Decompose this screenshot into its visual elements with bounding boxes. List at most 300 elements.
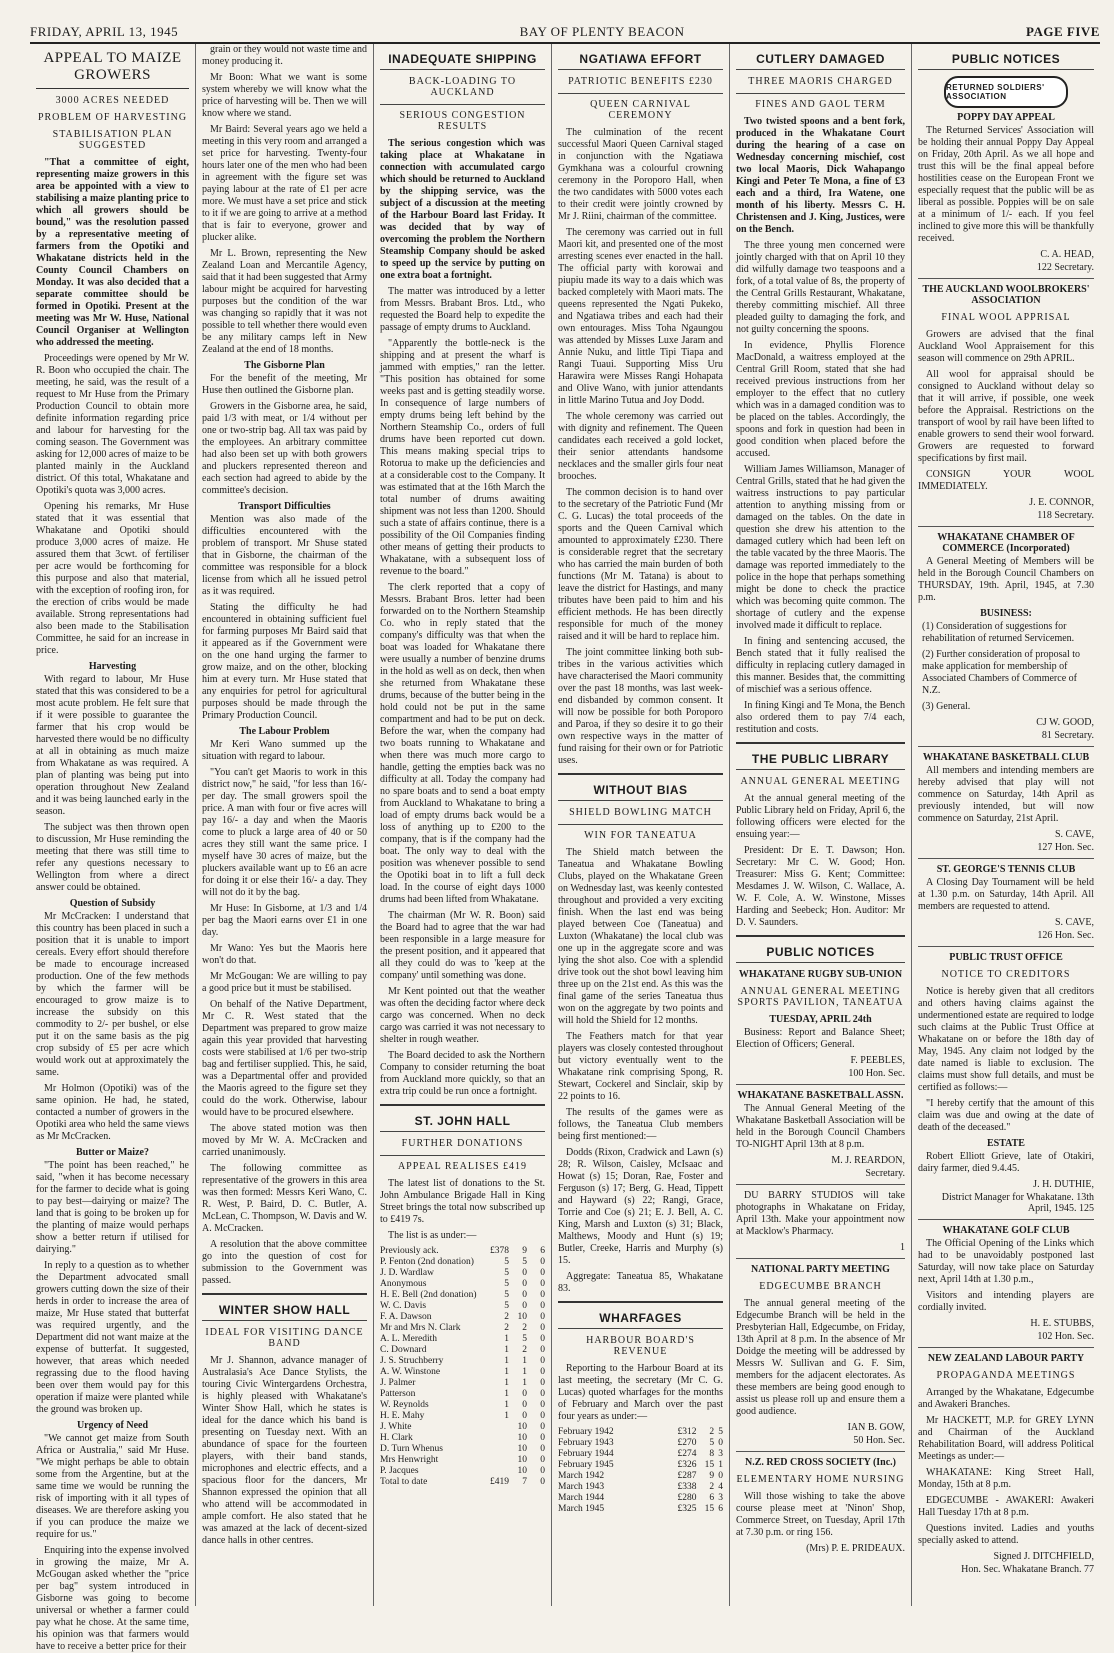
wharfage-month: February 1942	[558, 1427, 614, 1437]
wharfage-row	[558, 1493, 723, 1504]
stjohn-paragraph: The list is as under:—	[388, 1230, 477, 1241]
ngatiawa-paragraph: The joint committee linking both sub-tribes in the various activities which have characterised the Maori community over the past 18 months, was last week-end disbanded by common consent. It will now be possible for both Poroporo and Paroa, if they so desire it to go their own respective ways in the matter of fund raising for their own or for Patriotic uses.	[558, 647, 723, 766]
tennis-club-signature-role: 126 Hon. Sec.	[1037, 930, 1094, 941]
wharfage-amount: 1	[718, 1460, 723, 1470]
national-party-notice-sub: EDGECUMBE BRANCH	[759, 1281, 882, 1292]
shipping-lead: The serious congestion which was taking place at Whakatane in connection with accumulated cargo which should be returned to Auckland by the shipping service, was the subject of a discussion at the meeting of the Harbour Board last Friday. It was decided that by way of overcoming the problem the Northern Steamship Company should be asked to speed up the service by putting on one extra boat a fortnight.	[380, 138, 545, 281]
donations-table	[380, 1246, 545, 1488]
chamber-commerce-title: WHAKATANE CHAMBER OF COMMERCE (Incorporated)	[937, 532, 1075, 554]
donation-amount: 2	[504, 1312, 509, 1322]
basketball-club-signature-role: 127 Hon. Sec.	[1037, 842, 1094, 853]
donation-amount	[490, 1422, 509, 1433]
wharfages-subhead: HARBOUR BOARD'S REVENUE	[586, 1335, 695, 1357]
basketball-club-body: All members and intending members are hereby advised that play will not commence on Saturday, 14th April as previously intended, but will now commence on Saturday, 21st April.	[918, 765, 1094, 824]
donation-amount: 0	[540, 1268, 545, 1278]
masthead-date: FRIDAY, APRIL 13, 1945	[30, 24, 179, 39]
dubarry-notice-number: 1	[900, 1242, 905, 1253]
donation-amount: £419	[490, 1477, 509, 1487]
masthead	[30, 18, 1100, 44]
wharfage-amount: £338	[677, 1482, 697, 1492]
donation-amount: 1	[504, 1345, 509, 1355]
rsa-badge-text: RETURNED SOLDIERS' ASSOCIATION	[946, 83, 1045, 101]
basketball-assn-signature: M. J. REARDON,	[831, 1155, 905, 1166]
maize-paragraph: For the benefit of the meeting, Mr Huse then outlined the Gisborne plan.	[202, 373, 367, 396]
maize-section-head: Question of Subsidy	[69, 898, 156, 909]
rugby-notice-title: WHAKATANE RUGBY SUB-UNION	[738, 969, 903, 980]
donation-row	[380, 1268, 545, 1279]
cutlery-paragraph: In fining and sentencing accused, the Bench stated that it fully realised the difficulty in replacing cutlery damaged in this manner. Besides that, the committing of mischief was a serious offence.	[736, 636, 905, 695]
maize-paragraph: With regard to labour, Mr Huse stated that this was considered to be a most acute problem. He felt sure that if it were possible to guarantee the farmer that his crop would be harvested there would be no difficulty at all in obtaining as much maize from Whakatane as was required. A plan of planting was being put into operation throughout New Zealand and it was being launched early in the season.	[36, 674, 189, 817]
winter-show-headline: WINTER SHOW HALL	[202, 1303, 367, 1321]
maize-paragraph: Stating the difficulty he had encountered in obtaining sufficient fuel for farming purposes Mr Baird said that it appeared as if the Government were on the one hand urging the farmer to grow maize, and on the other, blocking him at every turn. Mr Huse stated that any enquiries for petrol for agricultural purposes should be made through the Primary Production Council.	[202, 602, 367, 721]
library-headline: THE PUBLIC LIBRARY	[736, 752, 905, 770]
donation-amount: 0	[540, 1477, 545, 1487]
maize-section-head: Butter or Maize?	[76, 1147, 149, 1158]
labour-party-body: WHAKATANE: King Street Hall, Monday, 15th at 8 p.m.	[918, 1467, 1094, 1490]
donation-amount: 0	[522, 1400, 527, 1410]
wharfage-amount: £274	[677, 1449, 697, 1459]
maize-subhead: STABILISATION PLAN SUGGESTED	[52, 129, 173, 151]
maize-paragraph: Mr Keri Wano summed up the situation with regard to labour.	[202, 739, 367, 762]
wharfage-amount: 6	[718, 1504, 723, 1514]
winter-show-paragraph: Mr J. Shannon, advance manager of Australasia's Ace Dance Stylists, the touring Civic Wintergardens Orchestra, is highly pleased with Whakatane's Winter Show Hall, which he states is ideal for the dance which his band is presenting on Tuesday next. With an abundance of space for the fourteen players, with their band stands, microphones and electric effects, and a spacious floor for the dancers, Mr Shannon expressed the opinion that all who attend will be accommodated in ample comfort. He also stated that he was amazed at the lack of decent-sized dance halls in other centres.	[202, 1355, 367, 1546]
wharfage-row	[558, 1460, 723, 1471]
donation-amount: 0	[540, 1400, 545, 1410]
donor-name: J. S. Struchberry	[380, 1356, 444, 1366]
cutlery-headline: CUTLERY DAMAGED	[736, 52, 905, 70]
cutlery-subhead: FINES AND GAOL TERM	[736, 93, 905, 110]
donation-amount: 5	[522, 1257, 527, 1267]
donation-row	[380, 1466, 545, 1477]
ngatiawa-subhead: QUEEN CARNIVAL CEREMONY	[558, 93, 723, 121]
red-cross-signature: (Mrs) P. E. PRIDEAUX.	[806, 1543, 905, 1554]
maize-paragraph: The above stated motion was then moved by Mr W. A. McCracken and carried unanimously.	[202, 1123, 367, 1158]
donation-amount: 0	[540, 1389, 545, 1399]
maize-paragraph: Mention was also made of the difficulties encountered with the problem of transport. Mr Shuse stated that in Gisborne, the chairman of the committee was responsible for a block license from which all he issued petrol as it was required.	[202, 514, 367, 597]
rugby-notice-body: Business: Report and Balance Sheet; Election of Officers; General.	[736, 1027, 905, 1050]
donation-amount: 0	[540, 1433, 545, 1443]
labour-party-body: Questions invited. Ladies and youths specially asked to attend.	[918, 1523, 1094, 1546]
woolbrokers-body: Growers are advised that the final Auckland Wool Appraisement for this season will commence on 29th APRIL.	[918, 329, 1094, 364]
bowling-paragraph: The Feathers match for that year players was closely contested throughout but victory eventually went to the Whakatane rink comprising Spong, R. Stewart, Cockerel and Sinclair, skip by 22 points to 16.	[558, 1031, 723, 1102]
golf-club-signature: H. E. STUBBS,	[1030, 1318, 1094, 1329]
ngatiawa-paragraph: The ceremony was carried out in full Maori kit, and presented one of the most arresting scenes ever enacted in the hall. The official party with korowai and piupiu made its way to a dais which was backed completely with Maori mats. The queens represented the Ngati Pukeko, and Ngatiawa tribes and each had their own entourages. Miss Toha Ngaungou was attended by Misses Luxe Jaram and Annie Nuku, and little Tipi Tiapa and Rangi Tuaui. Supporting Miss Uru Harawira were Misses Rangi Hohapata and Olive Wano, with junior attendants in little Marino Tutua and Joy Dodd.	[558, 227, 723, 406]
public-trust-signature-role: District Manager for Whakatane. 13th April, 1945. 125	[941, 1192, 1094, 1214]
donation-row	[380, 1444, 545, 1455]
labour-party-sub: PROPAGANDA MEETINGS	[936, 1370, 1076, 1381]
donation-amount: 2	[522, 1345, 527, 1355]
wharfage-amount: £270	[677, 1438, 697, 1448]
donation-amount: 1	[522, 1367, 527, 1377]
stjohn-subhead: FURTHER DONATIONS	[401, 1138, 524, 1149]
maize-section-head: The Labour Problem	[239, 726, 330, 737]
donation-amount: 10	[517, 1455, 527, 1465]
red-cross-notice-body: Will those wishing to take the above course please meet at 'Ninon' Shop, Commerce Street, on Tuesday, April 17th at 7.30 p.m. or ring 156.	[736, 1491, 905, 1538]
ngatiawa-subhead: PATRIOTIC BENEFITS £230	[568, 76, 713, 87]
bowling-subhead: WIN FOR TANEATUA	[558, 824, 723, 841]
maize-paragraph: Opening his remarks, Mr Huse stated that it was essential that Whakatane and Opotiki should produce 3,000 acres of maize. He assured them that 3cwt. of fertiliser per acre would be forthcoming for this purpose and also that material, with the exception of roofing iron, for the erection of cribs would be made available. Strong representations had also been made to the Stabilisation Committee, he said for an increase in price.	[36, 501, 189, 656]
donor-name: J. D. Wardlaw	[380, 1268, 434, 1278]
basketball-club-signature: S. CAVE,	[1055, 829, 1094, 840]
maize-paragraph: Mr Boon: What we want is some system whereby we will know what the price of harvesting will be. Then we will know where we stand.	[202, 72, 367, 119]
donation-amount: 0	[522, 1279, 527, 1289]
donation-row	[380, 1455, 545, 1466]
ngatiawa-paragraph: The culmination of the recent successful Maori Queen Carnival staged in conjunction with the Ngatiawa Gymkhana was a colourful crowning ceremony in the Poroporo Hall, when the two candidates with 5000 votes each to their credit were jointly crowned by Mr J. Riini, chairman of the committee.	[558, 127, 723, 222]
library-paragraph: President: Dr E. T. Dawson; Hon. Secretary: Mr C. W. Good; Hon. Treasurer: Miss G. Kent; Committee: Mesdames J. W. Wilson, C. Wallace, A. W. F. Cole, A. W. Winstone, Misses Harding and Seebeck; Hon. Auditor: Mr D. V. Saunders.	[736, 845, 905, 928]
donation-amount: 1	[504, 1367, 509, 1377]
woolbrokers-body: CONSIGN YOUR WOOL IMMEDIATELY.	[918, 469, 1094, 492]
column-6	[912, 44, 1100, 1606]
shipping-subhead: SERIOUS CONGESTION RESULTS	[380, 104, 545, 132]
donation-amount: 10	[517, 1433, 527, 1443]
wharfage-row	[558, 1471, 723, 1482]
labour-party-signature-role: Hon. Sec. Whakatane Branch. 77	[961, 1564, 1094, 1575]
donation-amount: 5	[504, 1279, 509, 1289]
rugby-notice-date: TUESDAY, APRIL 24th	[769, 1014, 872, 1025]
donor-name: Patterson	[380, 1389, 416, 1399]
shipping-paragraph: The Board decided to ask the Northern Company to consider returning the boat from Auckland more quickly, so that an extra trip could be run once a fortnight.	[380, 1050, 545, 1097]
shipping-headline: INADEQUATE SHIPPING	[380, 52, 545, 70]
bowling-paragraph: The Shield match between the Taneatua and Whakatane Bowling Clubs, played on the Whakatane Green on Wednesday last, was keenly contested throughout and provided a very exciting finish. When the last end was being played between Coe (Taneatua) and Luxton (Whakatane) the local club was one up in the aggregate score and was lying the shot also. Coe with a splendid drive took out the shot bowl leaving him three up on the 21st end. As this was the final game of the series Taneatua thus won on the aggregate by two points and will hold the Shield for 12 months.	[558, 847, 723, 1026]
cutlery-lead: Two twisted spoons and a bent fork, produced in the Whakatane Court during the hearing of a case on Wednesday concerning mischief, cost two local Maoris, Dick Wahapango Kingi and Peter Te Mona, a fine of £3 each and a third, Ira Watene, one month of his liberty. Messrs C. H. Christensen and J. King, Justices, were on the Bench.	[736, 116, 905, 235]
golf-club-body: Visitors and intending players are cordially invited.	[918, 1290, 1094, 1313]
maize-paragraph: Mr L. Brown, representing the New Zealand Loan and Mercantile Agency, said that it had been suggested that Army labour might be acquired for harvesting purposes but the condition of the war was changing so rapidly that it was not possible to tell whether there would even be any military camps left in New Zealand at the end of 18 months.	[202, 248, 367, 355]
donor-name: C. Downard	[380, 1345, 427, 1355]
maize-paragraph: Proceedings were opened by Mr W. R. Boon who occupied the chair. The meeting, he said, was the result of a request to Mr Huse from the Primary Production Council to obtain more definite information regarding price and labour for harvesting for the coming season. The Government was asking for 12,000 acres of maize to be planted mainly in the Auckland district. Of this total, Whakatane and Opotiki's quota was 3,000 acres.	[36, 353, 189, 496]
donor-name: Mr and Mrs N. Clark	[380, 1323, 461, 1333]
maize-paragraph: "We cannot get maize from South Africa or Australia," said Mr Huse. "We might perhaps be able to obtain some from the Argentine, but at the same time we would be running the risk of importing with it all types of diseases. We are therefore asking you if you can produce the maize we require for us."	[36, 1433, 189, 1540]
donation-row	[380, 1301, 545, 1312]
donation-amount: 0	[540, 1367, 545, 1377]
donation-row	[380, 1378, 545, 1389]
woolbrokers-body: All wool for appraisal should be consigned to Auckland without delay so that it will arrive, if possible, one week before the Appraisal. Restrictions on the transport of wool by rail have been lifted to enable growers to send their wool forward. Growers are requested to forward specifications by first mail.	[918, 369, 1094, 464]
donor-name: A. W. Winstone	[380, 1367, 441, 1377]
donation-amount	[490, 1466, 509, 1477]
chamber-commerce-signature: CJ W. GOOD,	[1036, 717, 1094, 728]
donation-amount: 0	[540, 1356, 545, 1366]
national-party-signature-role: 50 Hon. Sec.	[853, 1435, 905, 1446]
basketball-assn-notice-title: WHAKATANE BASKETBALL ASSN.	[737, 1090, 904, 1101]
labour-party-body: Mr HACKETT, M.P. for GREY LYNN and Chairman of the Auckland Rehabilitation Board, will address Political Meetings as under:—	[918, 1415, 1094, 1462]
donor-name: J. White	[380, 1422, 412, 1432]
donation-amount: 10	[517, 1466, 527, 1476]
maize-paragraph: Mr Huse: In Gisborne, at 1/3 and 1/4 per bag the Maori earns over £1 in one day.	[202, 903, 367, 938]
donation-amount: 0	[540, 1378, 545, 1388]
cutlery-paragraph: In evidence, Phyllis Florence MacDonald, a waitress employed at the Central Grill Room, stated that she had received previous instructions from her employer to the effect that no cutlery which was in a damaged condition was to be placed on the tables. Accordingly, the spoons and fork in question had been in good condition when placed before the accused.	[736, 340, 905, 459]
wharfage-month: March 1945	[558, 1504, 605, 1514]
maize-lead: "That a committee of eight, representing maize growers in this area be appointed with a view to stabilising a maize planting price to which all growers should be bound," was the resolution passed by a representative meeting of farmers from the Opotiki and Whakatane districts held in the County Council Chambers on Monday. It was also decided that a separate committee should be formed in Opotiki. Present at the meeting was Mr W. Huse, National Council Organiser at Wellington who addressed the meeting.	[36, 157, 189, 348]
donation-amount: 1	[504, 1356, 509, 1366]
shipping-paragraph: "Apparently the bottle-neck is the shipping and at present the wharf is jammed with empties," ran the letter. "This position has obtained for some weeks past and is getting steadily worse. In consequence of large numbers of empty drums being left behind by the Northern Steamship Co., orders of full drums have been reported cut down. This means making special trips to Rotorua to make up the deficiencies and at a considerable cost to the Company. It was estimated that at the 16th March the total number of drums awaiting shipment was not less than 1200. Should such a state of affairs continue, there is a possibility of the Oil Companies finding other means of getting their products to Whakatane, with a subsequent loss of revenue to the board."	[380, 338, 545, 577]
wharfages-table	[558, 1427, 723, 1515]
bowling-subhead: SHIELD BOWLING MATCH	[569, 807, 712, 818]
donation-amount: 5	[504, 1268, 509, 1278]
donor-name: H. E. Bell (2nd donation)	[380, 1290, 477, 1300]
donation-row	[380, 1279, 545, 1290]
donation-amount: 0	[522, 1268, 527, 1278]
maize-paragraph: grain or they would not waste time and money producing it.	[202, 44, 367, 67]
donation-row	[380, 1334, 545, 1345]
winter-show-subhead: IDEAL FOR VISITING DANCE BAND	[205, 1327, 364, 1349]
donation-amount: 0	[540, 1345, 545, 1355]
basketball-club-title: WHAKATANE BASKETBALL CLUB	[922, 752, 1090, 763]
woolbrokers-title: THE AUCKLAND WOOLBROKERS' ASSOCIATION	[922, 284, 1090, 306]
donor-name: F. A. Dawson	[380, 1312, 432, 1322]
maize-paragraph: Mr Wano: Yes but the Maoris here won't do that.	[202, 943, 367, 966]
public-trust-signature: J. H. DUTHIE,	[1033, 1179, 1094, 1190]
donation-amount: 2	[504, 1323, 509, 1333]
column-3	[374, 44, 552, 1606]
cutlery-subhead: THREE MAORIS CHARGED	[748, 76, 893, 87]
wharfage-month: March 1942	[558, 1471, 605, 1481]
poppy-day-signature: C. A. HEAD,	[1040, 249, 1094, 260]
wharfage-row	[558, 1438, 723, 1449]
shipping-paragraph: The matter was introduced by a letter from Messrs. Brabant Bros. Ltd., who requested the Board help to expedite the passage of empty drums to Auckland.	[380, 286, 545, 333]
donation-row	[380, 1257, 545, 1268]
wharfage-month: February 1945	[558, 1460, 614, 1470]
rugby-notice-signature-role: 100 Hon. Sec.	[848, 1068, 905, 1079]
donation-row	[380, 1345, 545, 1356]
donation-amount	[490, 1433, 509, 1444]
red-cross-notice-sub: ELEMENTARY HOME NURSING	[736, 1474, 905, 1485]
bowling-headline: WITHOUT BIAS	[558, 783, 723, 801]
donation-amount: 1	[504, 1400, 509, 1410]
donation-amount: 0	[522, 1301, 527, 1311]
donation-row	[380, 1312, 545, 1323]
donation-amount: 9	[522, 1246, 527, 1256]
dubarry-notice-body: DU BARRY STUDIOS will take photographs in Whakatane on Friday, April 13th. Make your appointment now at Macklow's Pharmacy.	[736, 1190, 905, 1237]
donor-name: A. L. Meredith	[380, 1334, 437, 1344]
maize-subhead: 3000 ACRES NEEDED	[55, 95, 170, 106]
wharfage-amount: 2	[709, 1482, 715, 1492]
donation-row	[380, 1400, 545, 1411]
donation-amount: 10	[517, 1422, 527, 1432]
tennis-club-body: A Closing Day Tournament will be held at 1.30 p.m. on Saturday, 14th April. All members are requested to attend.	[918, 877, 1094, 912]
donation-amount: 0	[522, 1411, 527, 1421]
maize-section-head: Urgency of Need	[76, 1420, 149, 1431]
library-paragraph: At the annual general meeting of the Public Library held on Friday, April 6, the following officers were elected for the ensuing year:—	[736, 793, 905, 840]
wharfage-amount: £287	[677, 1471, 697, 1481]
donation-amount: 1	[522, 1378, 527, 1388]
poppy-day-body: The Returned Services' Association will be holding their annual Poppy Day Appeal on Friday, 20th April. As we all hope and trust this will be the final appeal before hostilities cease on the European Front we especially request that the public will be as liberal as possible. Poppies will be on sale at a minimum of 1/- each. If you feel inclined to give more this will be thankfully received.	[918, 125, 1094, 244]
wharfage-row	[558, 1482, 723, 1493]
bowling-paragraph: Aggregate: Taneatua 85, Whakatane 83.	[558, 1271, 723, 1294]
donor-name: D. Turn Whenus	[380, 1444, 443, 1454]
stjohn-subhead: APPEAL REALISES £419	[380, 1155, 545, 1172]
donation-amount: 0	[540, 1334, 545, 1344]
public-trust-body: Robert Elliott Grieve, late of Otakiri, dairy farmer, died 9.4.45.	[918, 1151, 1094, 1174]
library-subhead: ANNUAL GENERAL MEETING	[740, 776, 901, 787]
donor-name: Anonymous	[380, 1279, 427, 1289]
shipping-paragraph: The clerk reported that a copy of Messrs. Brabant Bros. letter had been forwarded on to the Northern Steamship Co. who in reply stated that the company's difficulty was that when the boat was loaded for Whakatane there were usually a number of benzine drums in the hold as well as on deck, then when she returned from Whakatane these drums, because of the butter being in the hold could not be put in the same compartment and had to be put on deck. Before the war, when the company had two boats running to Whakatane and when there was much more cargo to handle, getting the empties back was no difficulty at all. Today the company had no spare boats and to send a boat empty from Auckland to Whakatane to bring a load of empty drums back would be a loss of anything up to £200 to the company, that is if the company had the boat. The only way to deal with the position was whenever possible to send the Opotiki boat in to lift a full deck load. In the course of eight days 1000 drums had been lifted from Whakatane.	[380, 582, 545, 905]
donation-amount: 0	[540, 1323, 545, 1333]
wharfage-amount: 15	[704, 1504, 715, 1514]
chamber-commerce-item: (1) Consideration of suggestions for rehabilitation of returned Servicemen.	[922, 621, 1075, 644]
public-notices-headline: PUBLIC NOTICES	[736, 945, 905, 963]
donation-amount: £378	[490, 1246, 509, 1256]
wharfage-amount: 0	[718, 1471, 723, 1481]
maize-paragraph: Mr Baird: Several years ago we held a meeting in this very room and arranged a set price for harvesting. Twenty-four hours later one of the men who had been in agreement with the figure set was paying labour at the rate of £1 per acre more. We must have a set price and stick to it if we are going to arrive at a method that is fair to everyone, grower and plucker alike.	[202, 124, 367, 243]
donation-amount: 5	[522, 1334, 527, 1344]
ngatiawa-paragraph: The common decision is to hand over to the secretary of the Patriotic Fund (Mr C. G. Lucas) the total proceeds of the sports and the Queen Carnival which amounted to approximately £230. There is considerable regret that the secretary who has carried the main burden of both functions (Mr M. Tatana) is about to leave the district for Hastings, and many tributes have been paid to him and his efficient methods. He has been directly responsible for much of the money raised and it will be hard to replace him.	[558, 487, 723, 642]
tennis-club-title: ST. GEORGE'S TENNIS CLUB	[936, 864, 1076, 875]
maize-subhead: PROBLEM OF HARVESTING	[37, 112, 188, 123]
national-party-signature: IAN B. GOW,	[847, 1422, 905, 1433]
golf-club-signature-role: 102 Hon. Sec.	[1037, 1331, 1094, 1342]
poppy-day-title: POPPY DAY APPEAL	[957, 112, 1055, 123]
donation-amount: 5	[504, 1257, 509, 1267]
wharfage-amount: 6	[709, 1493, 715, 1503]
wharfage-amount: £326	[677, 1460, 697, 1470]
wharfage-amount: 0	[718, 1438, 723, 1448]
donation-amount: 7	[522, 1477, 527, 1487]
donor-name: Previously ack.	[380, 1246, 439, 1256]
wharfage-month: February 1943	[558, 1438, 614, 1448]
wharfage-amount: £325	[677, 1504, 697, 1514]
labour-party-signature: Signed J. DITCHFIELD,	[993, 1551, 1094, 1562]
wharfage-amount: 5	[709, 1438, 715, 1448]
page-columns	[30, 44, 1100, 1652]
red-cross-notice-title: N.Z. RED CROSS SOCIETY (Inc.)	[744, 1457, 897, 1468]
donation-amount: 0	[540, 1444, 545, 1454]
wharfage-amount: 3	[718, 1449, 723, 1459]
column-4	[552, 44, 730, 1606]
chamber-commerce-item: (2) Further consideration of proposal to make application for membership of Associated Chambers of Commerce of N.Z.	[922, 649, 1081, 696]
wharfage-row	[558, 1449, 723, 1460]
national-party-notice-body: The annual general meeting of the Edgecumbe Branch will be held in the Presbyterian Hall, Edgecumbe, on Friday, 13th April at 8 p.m. In the absence of Mr Doidge the meeting will be addressed by Messrs W. Sullivan and G. F. Sim, members for the adjacent electorates. As these members are being good enough to assist us please roll up and ensure them a good audience.	[736, 1298, 905, 1417]
column-2	[196, 44, 374, 1606]
maize-paragraph: On behalf of the Native Department, Mr C. R. West stated that the Department was prepared to grow maize again this year provided that harvesting costs were stabilised at 1/6 per two-strip bag and fertiliser supplied. This, he said, was a Departmental offer and provided the Maoris agreed to the figure set they could do the work. Otherwise, labour would have to be procured elsewhere.	[202, 999, 367, 1118]
cutlery-paragraph: William James Williamson, Manager of Central Grills, stated that he had given the waitress instructions to pay particular attention to anything missing from or damaged on the tables. On the date in question she drew his attention to the damaged cutlery which had been left on the table vacated by the three Maoris. The damage was reported immediately to the police in the hope that perhaps something might be done to check the practice which was becoming quite common. The shortage of cutlery and the expense involved made it difficult to replace.	[736, 464, 905, 631]
donation-amount: 1	[504, 1389, 509, 1399]
donation-row	[380, 1433, 545, 1444]
donation-amount	[490, 1455, 509, 1466]
wharfage-month: February 1944	[558, 1449, 614, 1459]
column-5	[730, 44, 912, 1606]
public-trust-body: "I hereby certify that the amount of this claim was due and owing at the date of death of the deceased."	[918, 1098, 1094, 1133]
rugby-notice-sub: ANNUAL GENERAL MEETING SPORTS PAVILION, TANEATUA	[737, 986, 904, 1008]
donor-name: P. Fenton (2nd donation)	[380, 1257, 474, 1267]
donation-row	[380, 1290, 545, 1301]
wharfage-amount: £280	[677, 1493, 697, 1503]
maize-paragraph: The subject was then thrown open to discussion, Mr Huse reminding the meeting that there was still time to refer any questions necessary to Wellington from where a direct answer could be obtained.	[36, 822, 189, 893]
donor-name: W. C. Davis	[380, 1301, 427, 1311]
wharfages-paragraph: Reporting to the Harbour Board at its last meeting, the secretary (Mr C. G. Lucas) quoted wharfages for the months of February and March over the past four years as under:—	[558, 1363, 723, 1422]
donation-row	[380, 1422, 545, 1433]
rsa-badge-logo	[944, 76, 1068, 108]
donation-row	[380, 1246, 545, 1257]
wharfage-amount: 4	[718, 1482, 723, 1492]
cutlery-paragraph: The three young men concerned were jointly charged with that on April 10 they did wilfully damage two teaspoons and a fork, of a total value of 8s, the property of the Central Grills Restaurant, Whakatane, thereby committing mischief. All three pleaded guilty to damaging the fork, and not guilty concerning the spoons.	[736, 240, 905, 335]
public-trust-estate: ESTATE	[987, 1138, 1025, 1149]
donation-amount: 2	[522, 1323, 527, 1333]
donation-amount: 6	[540, 1246, 545, 1256]
ngatiawa-headline: NGATIAWA EFFORT	[558, 52, 723, 70]
wharfage-amount: £312	[677, 1427, 697, 1437]
column-1	[30, 44, 196, 1652]
wharfage-amount: 15	[704, 1460, 715, 1470]
public-trust-body: Notice is hereby given that all creditors and others having claims against the undermentioned estate are required to lodge such claims at the Public Trust Office at Whakatane on or before the 18th day of May, 1945. Any claim not lodged by the date named is liable to exclusion. The claims must show full details, and must be certified as follows:—	[918, 986, 1094, 1093]
chamber-commerce-business: BUSINESS:	[980, 608, 1032, 619]
chamber-commerce-item: (3) General.	[922, 701, 971, 712]
donation-amount: 0	[540, 1422, 545, 1432]
donor-name: H. E. Mahy	[380, 1411, 425, 1421]
wharfage-month: March 1944	[558, 1493, 605, 1503]
masthead-page: PAGE FIVE	[1026, 24, 1100, 39]
donation-row	[380, 1389, 545, 1400]
bowling-paragraph: The results of the games were as follows, the Taneatua Club members being first mentioned:—	[558, 1107, 723, 1142]
maize-headline: APPEAL TO MAIZE GROWERS	[36, 50, 189, 89]
maize-paragraph: Mr Holmon (Opotiki) was of the same opinion. He had, he stated, contacted a number of growers in the Opotiki area who held the same views as Mr McCracken.	[36, 1083, 189, 1142]
public-trust-title: PUBLIC TRUST OFFICE	[949, 952, 1063, 963]
shipping-paragraph: The chairman (Mr W. R. Boon) said the Board had to agree that the war had been responsible in a large measure for the present position, and it appeared that all they could do was to 'keep at the company' until something was done.	[380, 910, 545, 981]
donation-row	[380, 1477, 545, 1488]
maize-paragraph: Mr McGougan: We are willing to pay a good price but it must be stabilised.	[202, 971, 367, 994]
wharfage-row	[558, 1427, 723, 1438]
woolbrokers-sub: FINAL WOOL APPRISAL	[941, 312, 1071, 323]
shipping-subhead: BACK-LOADING TO AUCKLAND	[408, 76, 517, 98]
tennis-club-signature: S. CAVE,	[1055, 917, 1094, 928]
donation-amount: 1	[504, 1378, 509, 1388]
wharfage-amount: 5	[718, 1427, 723, 1437]
woolbrokers-signature-role: 118 Secretary.	[1037, 510, 1094, 521]
maize-paragraph: "You can't get Maoris to work in this district now," he said, "for less than 16/- per day. The small growers spoil the price. A man with four or five acres will pay 16/- a day and when the Maoris come to pluck a large area of 40 or 50 acres they still want the same price. I myself have 30 acres of maize, but the pluckers available want up to £6 an acre for doing it or else their 16/- a day. They will not do it by the bag.	[202, 767, 367, 898]
donation-amount: 1	[504, 1334, 509, 1344]
maize-section-head: Transport Difficulties	[238, 501, 331, 512]
golf-club-body: The Official Opening of the Links which had to be unavoidably postponed last Saturday, will now take place on Saturday next, April 14th at 1.30 p.m.,	[918, 1238, 1094, 1285]
maize-paragraph: Mr McCracken: I understand that this country has been placed in such a position that it is unable to import cereals. Every effort should therefore be made to encourage increased production. One of the few methods by which the farmer will be encouraged to grow maize is to increase the subsidy on this commodity to 2/- per bushel, or else put it on the same basis as the pig crop subsidy of £5 per acre which would work out at approximately the same.	[36, 911, 189, 1078]
donation-row	[380, 1356, 545, 1367]
maize-section-head: Harvesting	[88, 661, 137, 672]
donor-name: W. Reynolds	[380, 1400, 429, 1410]
donor-name: Mrs Henwright	[380, 1455, 439, 1465]
maize-paragraph: Growers in the Gisborne area, he said, paid 1/3 with meat, or 1/4 without per one or two-strip bag. All tax was paid by the employees. An arbitrary committee had also been set up with both growers and pluckers represented thereon and each section had agreed to abide by the committee's decision.	[202, 401, 367, 496]
shipping-paragraph: Mr Kent pointed out that the weather was often the deciding factor where deck cargo was concerned. When no deck cargo was carried it was not necessary to shelter in rough weather.	[380, 986, 545, 1045]
donation-amount: 10	[517, 1444, 527, 1454]
donation-amount: 0	[522, 1290, 527, 1300]
labour-party-title: NEW ZEALAND LABOUR PARTY	[927, 1353, 1085, 1364]
donation-amount: 10	[517, 1312, 527, 1322]
woolbrokers-signature: J. E. CONNOR,	[1029, 497, 1094, 508]
ngatiawa-paragraph: The whole ceremony was carried out with dignity and refinement. The Queen candidates each received a gold locket, their senior attendants handsome necklaces and the smaller girls four neat brooches.	[558, 411, 723, 482]
maize-paragraph: In reply to a question as to whether the Department advocated small growers cutting down the size of their herds in order to increase the area of maize, Mr Huse stated that butterfat was required urgently, and the Department did not want maize at the expense of butterfat. It suggested, however, that areas which needed regrassing due to the flood having been over them would pay for this operation if maize were planted while the ground was broken up.	[36, 1260, 189, 1415]
donation-amount: 0	[540, 1455, 545, 1465]
basketball-assn-notice-body: The Annual General Meeting of the Whakatane Basketball Association will be held in the Borough Council Chambers TO-NIGHT April 13th at 8 p.m.	[736, 1103, 905, 1150]
public-notices-headline: PUBLIC NOTICES	[918, 52, 1094, 70]
donation-amount: 0	[540, 1466, 545, 1476]
wharfage-amount: 3	[718, 1493, 723, 1503]
donation-amount: 0	[522, 1389, 527, 1399]
cutlery-paragraph: In fining Kingi and Te Mona, the Bench also ordered them to pay 7/4 each, restitution and costs.	[736, 700, 905, 735]
donor-name: J. Palmer	[380, 1378, 416, 1388]
donation-amount: 5	[504, 1301, 509, 1311]
donation-amount: 0	[540, 1279, 545, 1289]
donation-amount: 0	[540, 1301, 545, 1311]
maize-section-head: The Gisborne Plan	[244, 360, 325, 371]
stjohn-paragraph: The latest list of donations to the St. John Ambulance Brigade Hall in King Street brings the total now subscribed up to £419 7s.	[380, 1178, 545, 1225]
maize-paragraph: Enquiring into the expense involved in growing the maize, Mr A. McGougan asked whether the "price per bag" system introduced in Gisborne was going to become universal or whether a farmer could pay what he chose. At the same time, his opinion was that farmers would have to receive a better price for their	[36, 1545, 189, 1652]
wharfage-amount: 8	[709, 1449, 715, 1459]
wharfage-month: March 1943	[558, 1482, 605, 1492]
chamber-commerce-body: A General Meeting of Members will be held in the Borough Council Chambers on THURSDAY, 19th. April, 1945, at 7.30 p.m.	[918, 556, 1094, 603]
labour-party-body: EDGECUMBE - AWAKERI: Awakeri Hall Tuesday 17th at 8 p.m.	[918, 1495, 1094, 1518]
donation-amount: 1	[522, 1356, 527, 1366]
stjohn-headline: ST. JOHN HALL	[380, 1114, 545, 1132]
poppy-day-signature-role: 122 Secretary.	[1036, 262, 1094, 273]
donation-amount	[490, 1444, 509, 1455]
maize-paragraph: "The point has been reached," he said, "when it has become necessary for the farmer to decide what is going to pay best—dairying or maize? The land that is going to be broken up for the planting of maize would perhaps show a better return if utilised for dairying."	[36, 1160, 189, 1255]
masthead-paper: BAY OF PLENTY BEACON	[519, 24, 685, 39]
